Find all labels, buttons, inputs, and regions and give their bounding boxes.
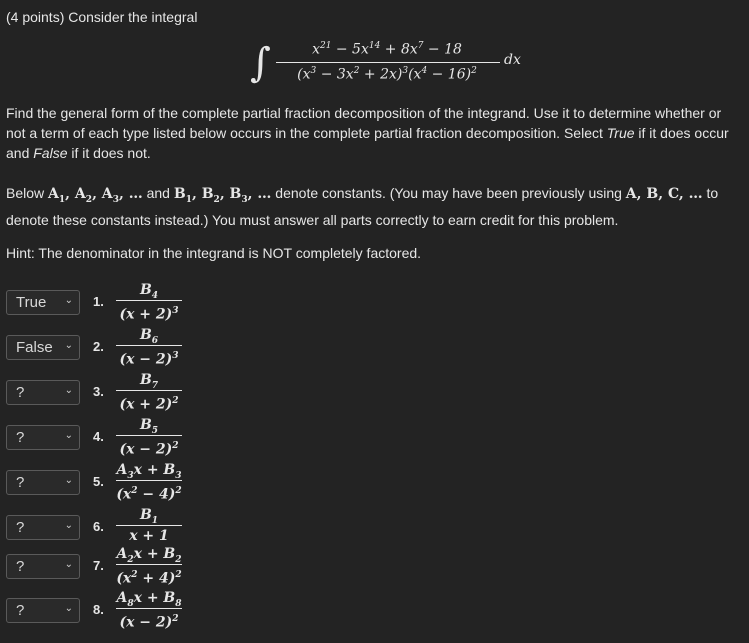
select-value: ? bbox=[16, 384, 25, 401]
item-number: 3. bbox=[93, 384, 104, 399]
term-numerator: $B_5$ bbox=[139, 417, 159, 436]
true-false-select[interactable] bbox=[6, 335, 80, 360]
term-denominator: $(x - 2)^3$ bbox=[119, 351, 179, 368]
fraction-bar bbox=[116, 480, 182, 481]
true-false-select[interactable] bbox=[6, 290, 80, 315]
item-number: 1. bbox=[93, 294, 104, 309]
term-numerator: $A_3x + B_3$ bbox=[116, 462, 182, 481]
chevron-down-icon: ⌄ bbox=[64, 520, 73, 531]
partial-fraction-term bbox=[116, 546, 182, 588]
answer-row bbox=[0, 417, 749, 461]
fraction-bar bbox=[116, 608, 182, 609]
true-false-select[interactable] bbox=[6, 554, 80, 579]
instructions-paragraph: Find the general form of the complete partial fraction decomposition of the integrand. Use it to determine whether or not a term of each type listed below occurs in the complete partial fraction decomposition. Select True if it does occur and False if it does not. bbox=[6, 105, 729, 161]
term-numerator: $A_8x + B_8$ bbox=[116, 590, 182, 609]
integral-expression bbox=[250, 38, 550, 94]
partial-fraction-term bbox=[116, 372, 182, 414]
chevron-down-icon: ⌄ bbox=[64, 295, 73, 306]
true-false-select[interactable] bbox=[6, 598, 80, 623]
integral-sign: ∫ bbox=[250, 40, 271, 86]
differential: dx bbox=[504, 52, 521, 68]
chevron-down-icon: ⌄ bbox=[64, 475, 73, 486]
chevron-down-icon: ⌄ bbox=[64, 603, 73, 614]
item-number: 8. bbox=[93, 602, 104, 617]
chevron-down-icon: ⌄ bbox=[64, 340, 73, 351]
hint-text: Hint: The denominator in the integrand is NOT completely factored. bbox=[6, 245, 422, 261]
fraction-bar bbox=[116, 390, 182, 391]
true-false-select[interactable] bbox=[6, 470, 80, 495]
term-denominator: x + 1 bbox=[129, 528, 169, 544]
integrand-numerator: $x^{21} - 5x^{14} + 8x^7 - 18$ bbox=[312, 41, 462, 58]
fraction-bar bbox=[116, 300, 182, 301]
select-value: ? bbox=[16, 474, 25, 491]
true-false-select[interactable] bbox=[6, 380, 80, 405]
answer-row bbox=[0, 590, 749, 634]
partial-fraction-term bbox=[116, 327, 182, 369]
item-number: 7. bbox=[93, 558, 104, 573]
term-numerator: $A_2x + B_2$ bbox=[116, 546, 182, 565]
term-numerator: $B_1$ bbox=[139, 507, 159, 526]
answer-row bbox=[0, 282, 749, 326]
answer-row bbox=[0, 462, 749, 506]
term-denominator: $(x - 2)^2$ bbox=[119, 614, 179, 631]
fraction-bar bbox=[116, 564, 182, 565]
answer-row bbox=[0, 327, 749, 371]
partial-fraction-term bbox=[116, 507, 182, 545]
answer-row bbox=[0, 546, 749, 590]
term-numerator: $B_7$ bbox=[139, 372, 159, 391]
select-value: ? bbox=[16, 558, 25, 575]
term-numerator: $B_6$ bbox=[139, 327, 159, 346]
partial-fraction-term bbox=[116, 462, 182, 504]
term-denominator: $(x + 2)^2$ bbox=[119, 396, 179, 413]
partial-fraction-term bbox=[116, 417, 182, 459]
partial-fraction-term bbox=[116, 590, 182, 632]
answer-row bbox=[0, 372, 749, 416]
item-number: 4. bbox=[93, 429, 104, 444]
term-denominator: $(x + 2)^3$ bbox=[119, 306, 179, 323]
fraction-bar bbox=[276, 62, 500, 63]
true-false-select[interactable] bbox=[6, 515, 80, 540]
fraction-bar bbox=[116, 525, 182, 526]
answer-row bbox=[0, 507, 749, 551]
chevron-down-icon: ⌄ bbox=[64, 385, 73, 396]
select-value: True bbox=[16, 294, 47, 311]
chevron-down-icon: ⌄ bbox=[64, 559, 73, 570]
select-value: False bbox=[16, 339, 53, 356]
select-value: ? bbox=[16, 519, 25, 536]
constants-note: Below $A_1$, $A_2$, $A_3$, … and $B_1$, $B_2$, $B_3$, … denote constants. (You may have been previously using A, B, C, … to denote these constants instead.) You must answer all parts correctly to earn credit for this problem. bbox=[6, 185, 719, 228]
term-denominator: $(x^2 + 4)^2$ bbox=[116, 570, 182, 587]
term-denominator: $(x^2 - 4)^2$ bbox=[116, 486, 182, 503]
item-number: 6. bbox=[93, 519, 104, 534]
item-number: 2. bbox=[93, 339, 104, 354]
partial-fraction-term bbox=[116, 282, 182, 324]
select-value: ? bbox=[16, 602, 25, 619]
fraction-bar bbox=[116, 435, 182, 436]
fraction-bar bbox=[116, 345, 182, 346]
term-denominator: $(x - 2)^2$ bbox=[119, 441, 179, 458]
problem-intro: (4 points) Consider the integral bbox=[6, 9, 198, 25]
true-false-select[interactable] bbox=[6, 425, 80, 450]
select-value: ? bbox=[16, 429, 25, 446]
chevron-down-icon: ⌄ bbox=[64, 430, 73, 441]
item-number: 5. bbox=[93, 474, 104, 489]
integrand-denominator: $(x^3 - 3x^2 + 2x)^3(x^4 - 16)^2$ bbox=[297, 66, 477, 83]
term-numerator: $B_4$ bbox=[139, 282, 159, 301]
